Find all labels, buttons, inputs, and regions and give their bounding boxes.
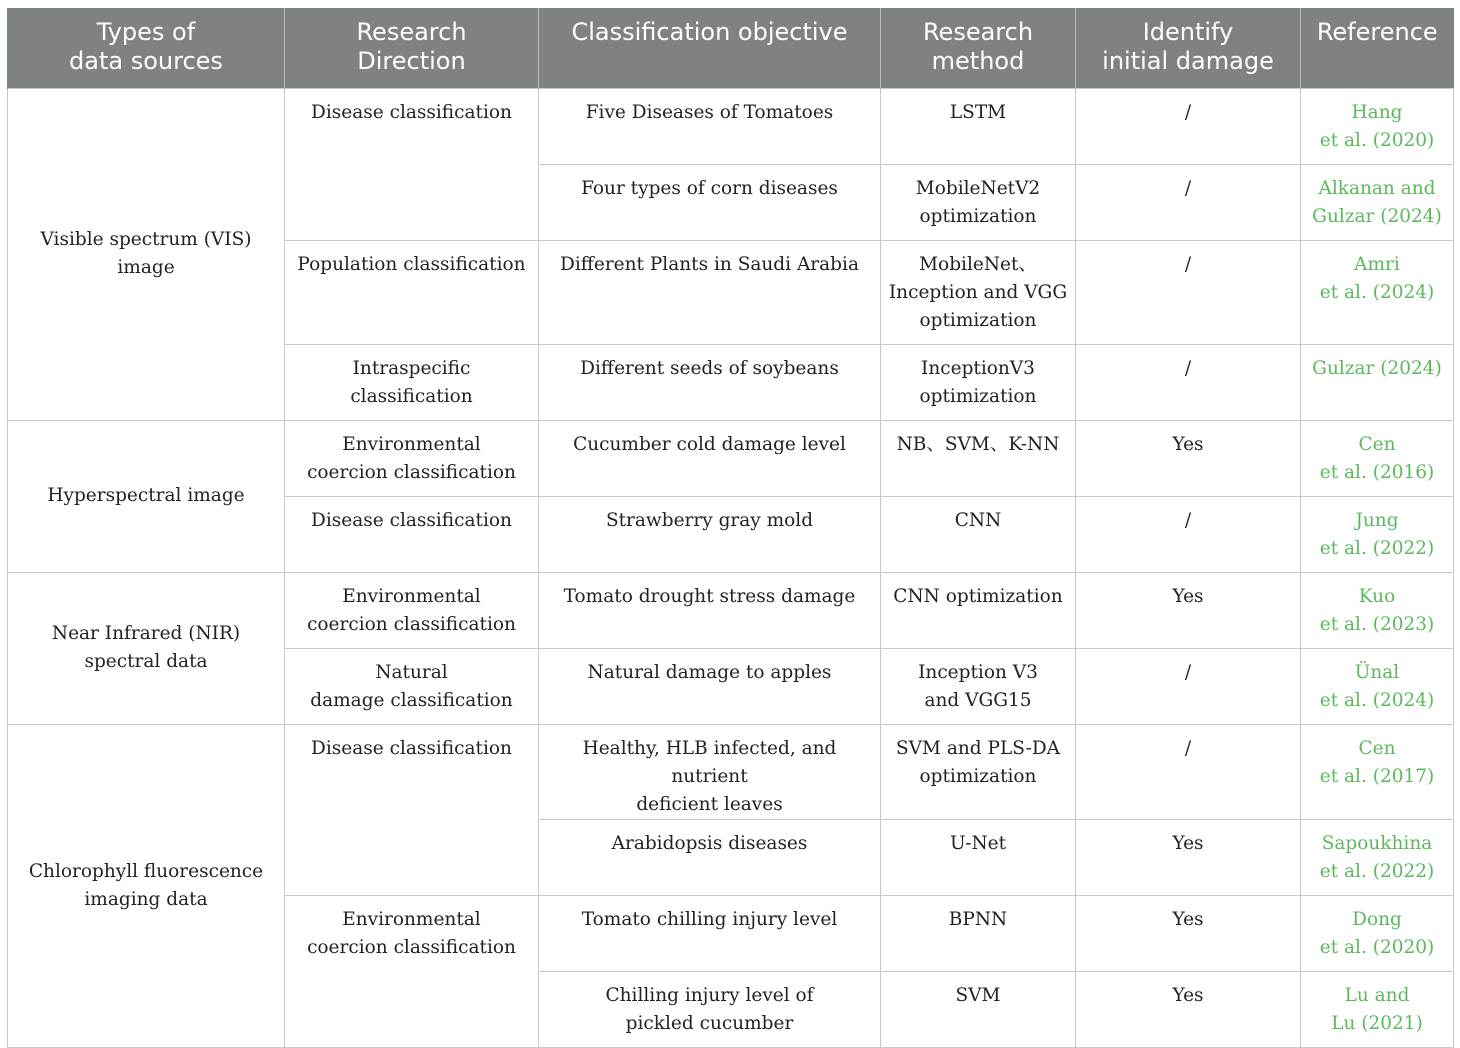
direction-cell (285, 895, 539, 1047)
reference-link[interactable] (1301, 648, 1454, 724)
text-line: MobileNet、 (919, 253, 1037, 275)
text-line: CNN (954, 509, 1002, 531)
method-cell (881, 240, 1076, 344)
direction-cell (285, 344, 539, 420)
damage-cell: Yes (1076, 572, 1301, 648)
text-line: BPNN (948, 908, 1008, 930)
text-line[interactable]: et al. (2022) (1319, 860, 1435, 882)
text-line: Natural (375, 661, 448, 683)
damage-cell: Yes (1076, 420, 1301, 496)
header-research-direction (285, 8, 539, 88)
objective-cell (539, 572, 881, 648)
damage-cell: / (1076, 88, 1301, 164)
method-cell (881, 895, 1076, 971)
text-line: Near Infrared (NIR) (51, 623, 241, 644)
text-line: SVM and PLS-DA (895, 737, 1061, 759)
reference-link[interactable] (1301, 572, 1454, 648)
header-identify-initial-damage (1076, 8, 1301, 88)
method-cell (881, 88, 1076, 164)
objective-cell (539, 344, 881, 420)
text-line: Direction (357, 47, 466, 75)
damage-cell: / (1076, 164, 1301, 240)
table-row (8, 420, 1454, 496)
group-hyperspectral (8, 420, 285, 572)
objective-cell (539, 240, 881, 344)
group-visible-spectrum (8, 88, 285, 420)
text-line: Hyperspectral image (47, 485, 245, 506)
header-reference (1301, 8, 1454, 88)
objective-cell (539, 648, 881, 724)
text-line[interactable]: et al. (2020) (1319, 129, 1435, 151)
header-classification-objective (539, 8, 881, 88)
damage-cell: Yes (1076, 971, 1301, 1047)
text-line[interactable]: Amri (1354, 253, 1400, 275)
method-cell (881, 724, 1076, 819)
method-cell (881, 572, 1076, 648)
text-line: Arabidopsis diseases (611, 832, 808, 854)
group-chlorophyll-fluorescence (8, 724, 285, 1047)
text-line: Disease classification (311, 101, 512, 123)
classification-table (7, 8, 1454, 1048)
reference-link[interactable] (1301, 420, 1454, 496)
text-line: data sources (69, 47, 223, 75)
direction-cell (285, 572, 539, 648)
text-line: Research (922, 18, 1034, 46)
text-line: coercion classification (307, 461, 516, 483)
text-line: Environmental (342, 908, 481, 930)
text-line[interactable]: et al. (2017) (1319, 765, 1435, 787)
text-line: NB、SVM、K-NN (896, 433, 1060, 455)
text-line[interactable]: et al. (2024) (1319, 281, 1435, 303)
text-line[interactable]: Cen (1358, 737, 1396, 759)
header-data-sources (8, 8, 285, 88)
reference-link[interactable] (1301, 164, 1454, 240)
text-line: Research (356, 18, 467, 46)
text-line: optimization (919, 385, 1037, 407)
damage-cell: / (1076, 496, 1301, 572)
text-line: pickled cucumber (625, 1012, 794, 1034)
text-line: Disease classification (311, 737, 512, 759)
direction-cell (285, 648, 539, 724)
text-line: method (931, 47, 1025, 75)
text-line: Inception V3 (918, 661, 1038, 683)
text-line: Types of (96, 18, 196, 46)
text-line: U-Net (949, 832, 1007, 854)
text-line[interactable]: Cen (1358, 433, 1396, 455)
text-line: InceptionV3 (921, 357, 1035, 379)
method-cell (881, 819, 1076, 895)
text-line: Natural damage to apples (587, 661, 832, 683)
text-line: CNN optimization (893, 585, 1063, 607)
text-line[interactable]: et al. (2016) (1319, 461, 1435, 483)
text-line: LSTM (949, 101, 1007, 123)
damage-cell: / (1076, 240, 1301, 344)
text-line[interactable]: Gulzar (2024) (1312, 357, 1442, 379)
damage-cell: Yes (1076, 819, 1301, 895)
text-line: optimization (919, 765, 1037, 787)
damage-cell: Yes (1076, 895, 1301, 971)
objective-cell (539, 496, 881, 572)
header-research-method (881, 8, 1076, 88)
text-line: Inception and VGG (888, 281, 1068, 303)
text-line[interactable]: Lu (2021) (1331, 1012, 1423, 1034)
method-cell (881, 344, 1076, 420)
direction-cell (285, 88, 539, 240)
text-line: Tomato drought stress damage (563, 585, 856, 607)
text-line: Different seeds of soybeans (580, 357, 839, 379)
text-line: initial damage (1102, 47, 1274, 75)
objective-cell (539, 420, 881, 496)
text-line: Four types of corn diseases (581, 177, 838, 199)
text-line[interactable]: et al. (2020) (1319, 936, 1435, 958)
text-line[interactable]: Alkanan and (1318, 177, 1436, 199)
text-line: optimization (919, 309, 1037, 331)
text-line: Visible spectrum (VIS) image (40, 229, 252, 278)
text-line: coercion classification (307, 936, 516, 958)
objective-cell (539, 819, 881, 895)
text-line: optimization (919, 205, 1037, 227)
group-near-infrared (8, 572, 285, 724)
objective-cell (539, 895, 881, 971)
damage-cell: / (1076, 648, 1301, 724)
text-line: Intraspecific classification (350, 357, 473, 407)
objective-cell (539, 88, 881, 164)
text-line[interactable]: Ünal (1354, 661, 1400, 683)
text-line: Tomato chilling injury level (581, 908, 838, 930)
text-line[interactable]: Jung (1355, 509, 1399, 531)
direction-cell (285, 496, 539, 572)
text-line[interactable]: Gulzar (2024) (1312, 205, 1442, 227)
direction-cell (285, 724, 539, 895)
text-line: SVM (955, 984, 1001, 1006)
reference-link[interactable] (1301, 344, 1454, 420)
text-line: Disease classification (311, 509, 512, 531)
text-line: Environmental (342, 585, 481, 607)
text-line: Reference (1316, 18, 1438, 46)
text-line[interactable]: Dong (1352, 908, 1402, 930)
reference-link[interactable] (1301, 895, 1454, 971)
text-line[interactable]: Lu and (1344, 984, 1410, 1006)
table-row (8, 724, 1454, 819)
table-row (8, 572, 1454, 648)
text-line: Cucumber cold damage level (573, 433, 846, 455)
text-line: Environmental (342, 433, 481, 455)
damage-cell: / (1076, 344, 1301, 420)
method-cell (881, 164, 1076, 240)
reference-link[interactable] (1301, 88, 1454, 164)
text-line: and VGG15 (924, 689, 1032, 711)
text-line: MobileNetV2 (915, 177, 1041, 199)
text-line[interactable]: Hang (1351, 101, 1403, 123)
text-line: Chilling injury level of (605, 984, 814, 1006)
table-row (8, 88, 1454, 164)
objective-cell (539, 164, 881, 240)
method-cell (881, 496, 1076, 572)
method-cell (881, 420, 1076, 496)
text-line[interactable]: Kuo (1358, 585, 1396, 607)
header-row (8, 8, 1454, 88)
text-line: Classification objective (571, 18, 848, 46)
text-line[interactable]: et al. (2022) (1319, 537, 1435, 559)
reference-link[interactable] (1301, 819, 1454, 895)
direction-cell (285, 240, 539, 344)
text-line: Five Diseases of Tomatoes (585, 101, 834, 123)
text-line: Strawberry gray mold (605, 509, 814, 531)
text-line: imaging data (84, 888, 208, 910)
text-line: Healthy, HLB infected, and nutrient (582, 737, 837, 787)
text-line[interactable]: et al. (2023) (1319, 613, 1435, 635)
damage-cell: / (1076, 724, 1301, 819)
text-line: Different Plants in Saudi Arabia (560, 253, 859, 275)
text-line: Identify (1142, 18, 1234, 46)
text-line: damage classification (310, 689, 513, 711)
text-line: deficient leaves (636, 793, 783, 815)
reference-link[interactable] (1301, 240, 1454, 344)
reference-link[interactable] (1301, 496, 1454, 572)
direction-cell (285, 420, 539, 496)
method-cell (881, 648, 1076, 724)
text-line: coercion classification (307, 613, 516, 635)
objective-cell (539, 724, 881, 819)
text-line: spectral data (84, 651, 208, 672)
text-line: Population classification (297, 253, 526, 275)
text-line[interactable]: et al. (2024) (1319, 689, 1435, 711)
text-line[interactable]: Sapoukhina (1321, 832, 1433, 854)
reference-link[interactable] (1301, 724, 1454, 819)
text-line: Chlorophyll fluorescence (28, 860, 264, 882)
